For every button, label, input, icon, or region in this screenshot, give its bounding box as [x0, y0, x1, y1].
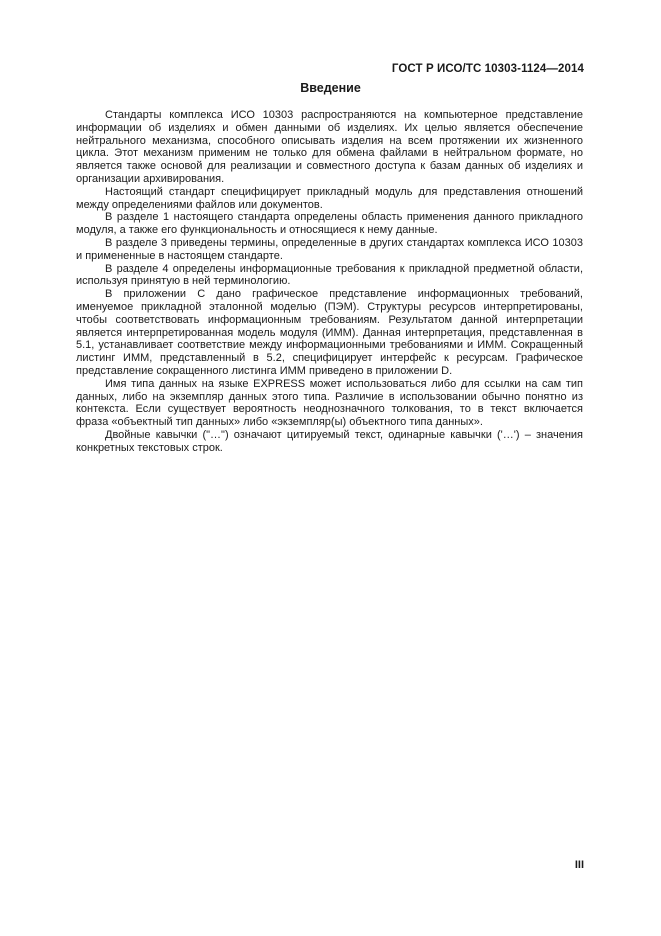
paragraph: Стандарты комплекса ИСО 10303 распространяются на компьютерное представление информации об изделиях и обмен данными об изделиях. Их целью является обеспечение нейтрального механизма, способного описывать изделия на всем протяжении их жизненного цикла. Этот механизм применим не только для обмена файлами в нейтральном формате, но является также основой для реализации и совместного доступа к базам данных об изделиях и организации архивирования. — [76, 109, 583, 185]
paragraph: В разделе 1 настоящего стандарта определены область применения данного прикладного модуля, а также его функциональность и относящиеся к нему данные. — [76, 211, 583, 237]
standard-code-header: ГОСТ Р ИСО/ТС 10303-1124—2014 — [391, 63, 584, 75]
paragraph: Двойные кавычки ("…") означают цитируемый текст, одинарные кавычки ('…') – значения конкретных текстовых строк. — [76, 428, 583, 454]
paragraph: Имя типа данных на языке EXPRESS может использоваться либо для ссылки на сам тип данных, либо на экземпляр данных этого типа. Различие в использовании обычно понятно из контекста. Если существует вероятность неоднозначного толкования, то в текст включается фраза «объектный тип данных» либо «экземпляр(ы) объектного типа данных». — [76, 377, 583, 429]
paragraph: В приложении С дано графическое представление информационных требований, именуемое прикладной эталонной моделью (ПЭМ). Структуры ресурсов интерпретированы, чтобы соответствовать информационным требованиям. Результатом данной интерпретации является интерпретированная модель модуля (ИММ). Данная интерпретация, представленная в 5.1, устанавливает соответствие между информационными требованиями и ИММ. Сокращенный листинг ИММ, представленный в 5.2, специфицирует интерфейс к ресурсам. Графическое представление сокращенного листинга ИММ приведено в приложении D. — [76, 288, 583, 377]
introduction-body — [76, 109, 583, 455]
paragraph: Настоящий стандарт специфицирует прикладный модуль для представления отношений между определениями файлов или документов. — [76, 185, 583, 211]
section-title: Введение — [300, 81, 361, 95]
paragraph: В разделе 3 приведены термины, определенные в других стандартах комплекса ИСО 10303 и примененные в настоящем стандарте. — [76, 236, 583, 262]
page-number: III — [574, 859, 584, 871]
paragraph: В разделе 4 определены информационные требования к прикладной предметной области, используя принятую в ней терминологию. — [76, 262, 583, 288]
